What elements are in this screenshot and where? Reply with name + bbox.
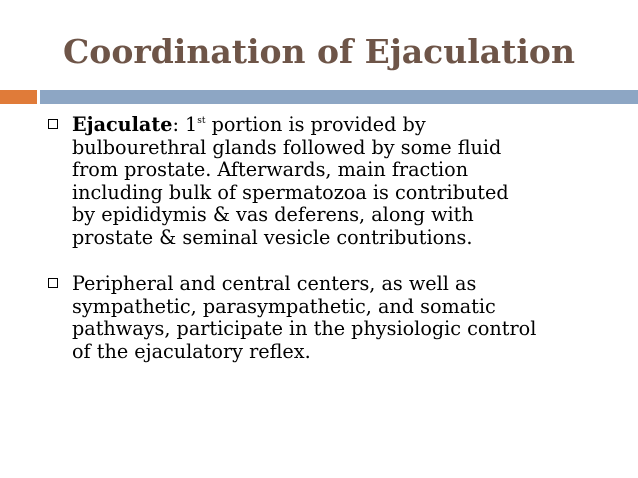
bullet-text bbox=[72, 273, 608, 363]
bullet-item-centers bbox=[48, 273, 608, 363]
accent-bar-orange bbox=[0, 90, 37, 104]
text-line: pathways, participate in the physiologic control bbox=[72, 317, 537, 340]
term-colon: : bbox=[172, 113, 186, 136]
text-line: by epididymis & vas deferens, along with bbox=[72, 203, 474, 226]
text-line: Peripheral and central centers, as well as bbox=[72, 272, 477, 295]
bullet-text bbox=[72, 114, 608, 249]
text-line: portion is provided by bbox=[205, 113, 426, 136]
square-bullet-icon bbox=[48, 278, 58, 288]
text-line: from prostate. Afterwards, main fraction bbox=[72, 158, 469, 181]
ordinal-number: 1 bbox=[185, 113, 198, 136]
accent-bar-blue bbox=[40, 90, 638, 104]
text-line: including bulk of spermatozoa is contributed bbox=[72, 180, 509, 204]
text-line: prostate & seminal vesicle contributions. bbox=[72, 225, 473, 249]
bullet-list bbox=[48, 114, 608, 363]
slide-title: Coordination of Ejaculation bbox=[63, 32, 575, 71]
bullet-item-ejaculate bbox=[48, 114, 608, 249]
text-line: sympathetic, parasympathetic, and somatic bbox=[72, 294, 496, 318]
text-line: bulbourethral glands followed by some fluid bbox=[72, 135, 502, 159]
ordinal-superscript: st bbox=[197, 116, 206, 126]
term-label: Ejaculate bbox=[72, 113, 173, 136]
square-bullet-icon bbox=[48, 119, 58, 129]
text-line: of the ejaculatory reflex. bbox=[72, 339, 311, 363]
